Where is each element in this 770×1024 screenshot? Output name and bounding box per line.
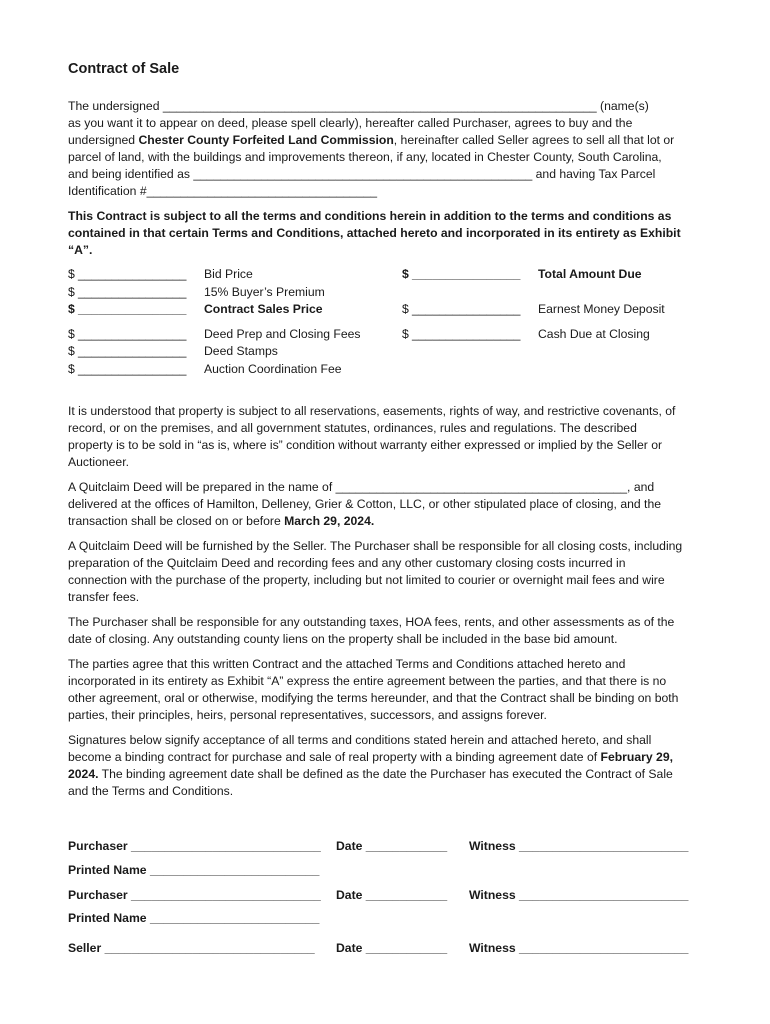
deed-stamps-label: Deed Stamps — [204, 344, 278, 358]
closing-date: March 29, 2024. — [284, 514, 375, 529]
purchaser-2-signature-field: Purchaser ____________________________ — [68, 888, 321, 902]
seller-date-field: Date ____________ — [336, 941, 448, 955]
cash-due-blank: ________________ — [412, 327, 521, 341]
paragraph-text: transaction shall be closed on or before — [68, 514, 285, 529]
subject-line: “A”. — [68, 243, 93, 258]
paragraph-line: other agreement, oral or otherwise, modifying the terms hereunder, and that the Contract shall be binding on both — [68, 691, 679, 706]
document-title: Contract of Sale — [68, 61, 180, 77]
dollar-sign: $ — [68, 267, 75, 281]
paragraph-line: A Quitclaim Deed will be prepared in the name of ___________________________________________, and — [68, 480, 655, 494]
earnest-money-blank: ________________ — [412, 302, 521, 316]
deed-prep-blank: ________________ — [78, 327, 187, 341]
paragraph-line: transfer fees. — [68, 590, 140, 605]
paragraph-text: become a binding contract for purchase and sale of real property with a binding agreement date of — [68, 750, 601, 765]
dollar-sign: $ — [68, 362, 75, 376]
intro-line: as you want it to appear on deed, please spell clearly), hereafter called Purchaser, agrees to buy and the — [68, 116, 633, 131]
understood-paragraph — [68, 403, 702, 471]
deed-prep-label: Deed Prep and Closing Fees — [204, 327, 361, 341]
total-amount-due-label: Total Amount Due — [538, 267, 642, 281]
purchaser-1-signature-field: Purchaser ____________________________ — [68, 839, 321, 853]
paragraph-line: connection with the purchase of the property, including but not limited to courier or overnight mail fees and wire — [68, 573, 665, 588]
contract-sales-price-label: Contract Sales Price — [204, 302, 323, 316]
intro-paragraph — [68, 98, 702, 201]
purchaser-2-date-field: Date ____________ — [336, 888, 448, 902]
seller-signature-field: Seller _______________________________ — [68, 941, 315, 955]
taxes-paragraph — [68, 614, 702, 648]
purchaser-2-witness-field: Witness _________________________ — [469, 888, 689, 902]
total-amount-due-blank: ________________ — [412, 267, 521, 281]
intro-line: and being identified as __________________________________________________ and having Tax Parcel — [68, 167, 656, 182]
subject-line: This Contract is subject to all the terms and conditions herein in addition to the terms and conditions as — [68, 209, 672, 223]
auction-fee-label: Auction Coordination Fee — [204, 362, 342, 376]
intro-text: undersigned — [68, 133, 139, 148]
paragraph-line: delivered at the offices of Hamilton, Delleney, Grier & Cotton, LLC, or other stipulated place of closing, and the — [68, 497, 661, 512]
signatures-paragraph — [68, 732, 702, 800]
subject-to-paragraph — [68, 208, 704, 259]
dollar-sign: $ — [402, 327, 409, 341]
paragraph-line: Signatures below signify acceptance of all terms and conditions stated herein and attached hereto, and shall — [68, 733, 652, 747]
dollar-sign: $ — [68, 327, 75, 341]
buyers-premium-blank: ________________ — [78, 285, 187, 299]
dollar-sign: $ — [68, 302, 75, 316]
purchaser-1-witness-field: Witness _________________________ — [469, 839, 689, 853]
paragraph-line: A Quitclaim Deed will be furnished by the Seller. The Purchaser shall be responsible for all closing costs, including — [68, 539, 683, 553]
buyers-premium-label: 15% Buyer’s Premium — [204, 285, 325, 299]
subject-line: contained in that certain Terms and Conditions, attached hereto and incorporated in its entirety as Exhibit — [68, 226, 681, 241]
cash-due-label: Cash Due at Closing — [538, 327, 650, 341]
intro-line: parcel of land, with the buildings and improvements thereon, if any, located in Chester County, South Carolina, — [68, 150, 662, 165]
intro-line: The undersigned ________________________________________________________________ (name(s) — [68, 99, 649, 113]
dollar-sign: $ — [68, 285, 75, 299]
dollar-sign: $ — [402, 302, 409, 316]
agreement-date: February 29, — [600, 750, 673, 765]
dollar-sign: $ — [402, 267, 409, 281]
agreement-paragraph — [68, 656, 702, 724]
deed-prepared-paragraph — [68, 479, 702, 530]
paragraph-line: incorporated in its entirety as Exhibit “A” express the entire agreement between the parties, and that there is no — [68, 674, 667, 689]
intro-text: , hereinafter called Seller agrees to sell all that lot or — [393, 133, 675, 148]
deed-furnished-paragraph — [68, 538, 702, 606]
seller-witness-field: Witness _________________________ — [469, 941, 689, 955]
paragraph-line: parties, their principles, heirs, personal representatives, successors, and assigns forever. — [68, 708, 547, 723]
paragraph-line: The Purchaser shall be responsible for any outstanding taxes, HOA fees, rents, and other assessments as of the — [68, 615, 675, 629]
bid-price-label: Bid Price — [204, 267, 253, 281]
paragraph-line: record, or on the premises, and all government statutes, ordinances, rules and regulations. The described — [68, 421, 637, 436]
paragraph-line — [68, 766, 702, 783]
paragraph-line — [68, 749, 702, 766]
printed-name-1-field: Printed Name _________________________ — [68, 863, 320, 877]
paragraph-line: date of closing. Any outstanding county liens on the property shall be included in the base bid amount. — [68, 632, 618, 647]
paragraph-line: property is to be sold in “as is, where is” condition without warranty either expressed or implied by the Seller or — [68, 438, 663, 453]
paragraph-line — [68, 513, 702, 530]
auction-fee-blank: ________________ — [78, 362, 187, 376]
printed-name-2-field: Printed Name _________________________ — [68, 911, 320, 925]
agreement-year: 2024. — [68, 767, 99, 782]
paragraph-line: It is understood that property is subject to all reservations, easements, rights of way, and restrictive covenants, of — [68, 404, 676, 418]
paragraph-line: and the Terms and Conditions. — [68, 784, 234, 799]
earnest-money-label: Earnest Money Deposit — [538, 302, 665, 316]
dollar-sign: $ — [68, 344, 75, 358]
paragraph-line: Auctioneer. — [68, 455, 129, 470]
contract-sales-price-blank: ________________ — [78, 302, 187, 316]
purchaser-1-date-field: Date ____________ — [336, 839, 448, 853]
intro-line: Identification #__________________________________ — [68, 184, 378, 199]
seller-name: Chester County Forfeited Land Commission — [138, 133, 394, 148]
paragraph-text: The binding agreement date shall be defined as the date the Purchaser has executed the Contract of Sale — [98, 767, 673, 782]
paragraph-line: The parties agree that this written Contract and the attached Terms and Conditions attached hereto and — [68, 657, 626, 671]
paragraph-line: preparation of the Quitclaim Deed and recording fees and any other customary closing costs incurred in — [68, 556, 626, 571]
bid-price-blank: ________________ — [78, 267, 187, 281]
intro-line — [68, 132, 702, 149]
deed-stamps-blank: ________________ — [78, 344, 187, 358]
